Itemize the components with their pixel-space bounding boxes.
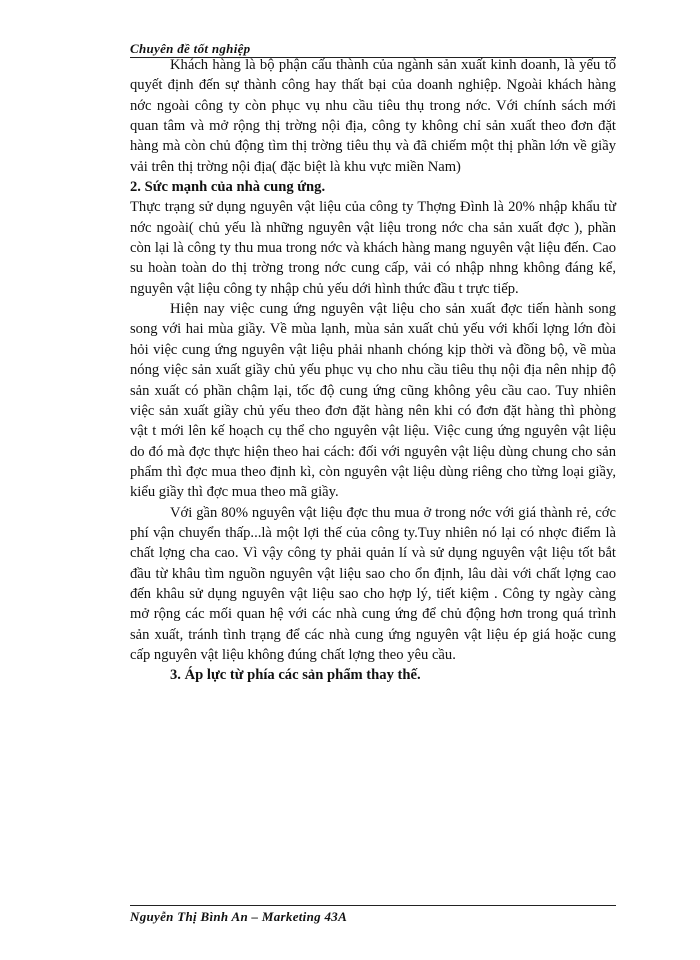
footer-divider xyxy=(130,905,616,906)
header-title: Chuyên đề tốt nghiệp xyxy=(130,41,251,56)
footer-author: Nguyễn Thị Bình An – Marketing 43A xyxy=(130,909,348,924)
paragraph-supply-seasons: Hiện nay việc cung ứng nguyên vật liệu cho sản xuất đợc tiến hành song song với hai mùa giầy. Về mùa lạnh, mùa sản xuất chủ yếu với khối lợng lớn đòi hỏi việc cung ứng nguyên vật liệu phải nhanh chóng kịp thời và đồng bộ, về mùa nóng việc sản xuất giầy chủ yếu phục vụ cho nhu cầu tiêu thụ nội địa nên nhịp độ sản xuất có phần chậm lại, tốc độ cung ứng cũng không yêu cầu cao. Tuy nhiên việc sản xuất giầy chủ yếu theo đơn đặt hàng nên khi có đơn đặt hàng thì phòng vật t mới lên kế hoạch cụ thể cho nguyên vật liệu. Việc cung ứng nguyên vật liệu do đó mà đợc thực hiện theo hai cách: đối với nguyên vật liệu dùng chung cho sản phẩm thì đợc mua theo định kì, còn nguyên vật liệu dùng riêng cho từng loại giầy, kiểu giầy thì đợc mua theo mã giầy. xyxy=(130,301,616,501)
page-footer xyxy=(130,905,616,935)
paragraph-materials-status: Thực trạng sử dụng nguyên vật liệu của công ty Thợng Đình là 20% nhập khẩu từ nớc ngoài( chủ yếu là những nguyên vật liệu trong nớc cha sản xuất đợc ), phần còn lại là công ty thu mua trong nớc và khách hàng mang nguyên vật liệu đến. Cao su hoàn toàn do thị trờng trong nớc cung cấp, vải có nhập nhng không đáng kể, nguyên vật liệu công ty nhập chủ yếu dới hình thức đầu t trực tiếp. xyxy=(130,199,616,297)
paragraph-domestic-sourcing: Với gần 80% nguyên vật liệu đợc thu mua ở trong nớc với giá thành rẻ, cớc phí vận chuyển thấp...là một lợi thế của công ty.Tuy nhiên nó lại có nhợc điểm là chất lợng cha cao. Vì vậy công ty phải quản lí và sử dụng nguyên vật liệu tốt bắt đầu từ khâu tìm nguồn nguyên vật liệu sao cho ổn định, lâu dài với chất lợng cao đến khâu sử dụng nguyên vật liệu sao cho hợp lý, tiết kiệm . Công ty ngày càng mở rộng các mối quan hệ với các nhà cung ứng để chủ động hơn trong quá trình sản xuất, tránh tình trạng để các nhà cung ứng nguyên vật liệu ép giá hoặc cung cấp nguyên vật liệu không đúng chất lợng theo yêu cầu. xyxy=(130,504,616,663)
document-body xyxy=(130,55,616,686)
paragraph-customers: Khách hàng là bộ phận cấu thành của ngành sản xuất kinh doanh, là yếu tố quyết định đến sự thành công hay thất bại của doanh nghiệp. Ngoài khách hàng nớc ngoài công ty còn phục vụ nhu cầu tiêu thụ trong nớc. Với chính sách mới quan tâm và mở rộng thị trờng nội địa, công ty không chỉ sản xuất theo đơn đặt hàng mà còn chủ động tìm thị trờng tiêu thụ và đã chiếm một thị phần lớn về giầy vải trên thị trờng nội địa( đặc biệt là khu vực miền Nam) xyxy=(130,57,616,175)
section-heading-substitutes: 3. Áp lực từ phía các sản phẩm thay thế. xyxy=(170,667,421,684)
section-heading-suppliers: 2. Sức mạnh của nhà cung ứng. xyxy=(130,179,326,196)
